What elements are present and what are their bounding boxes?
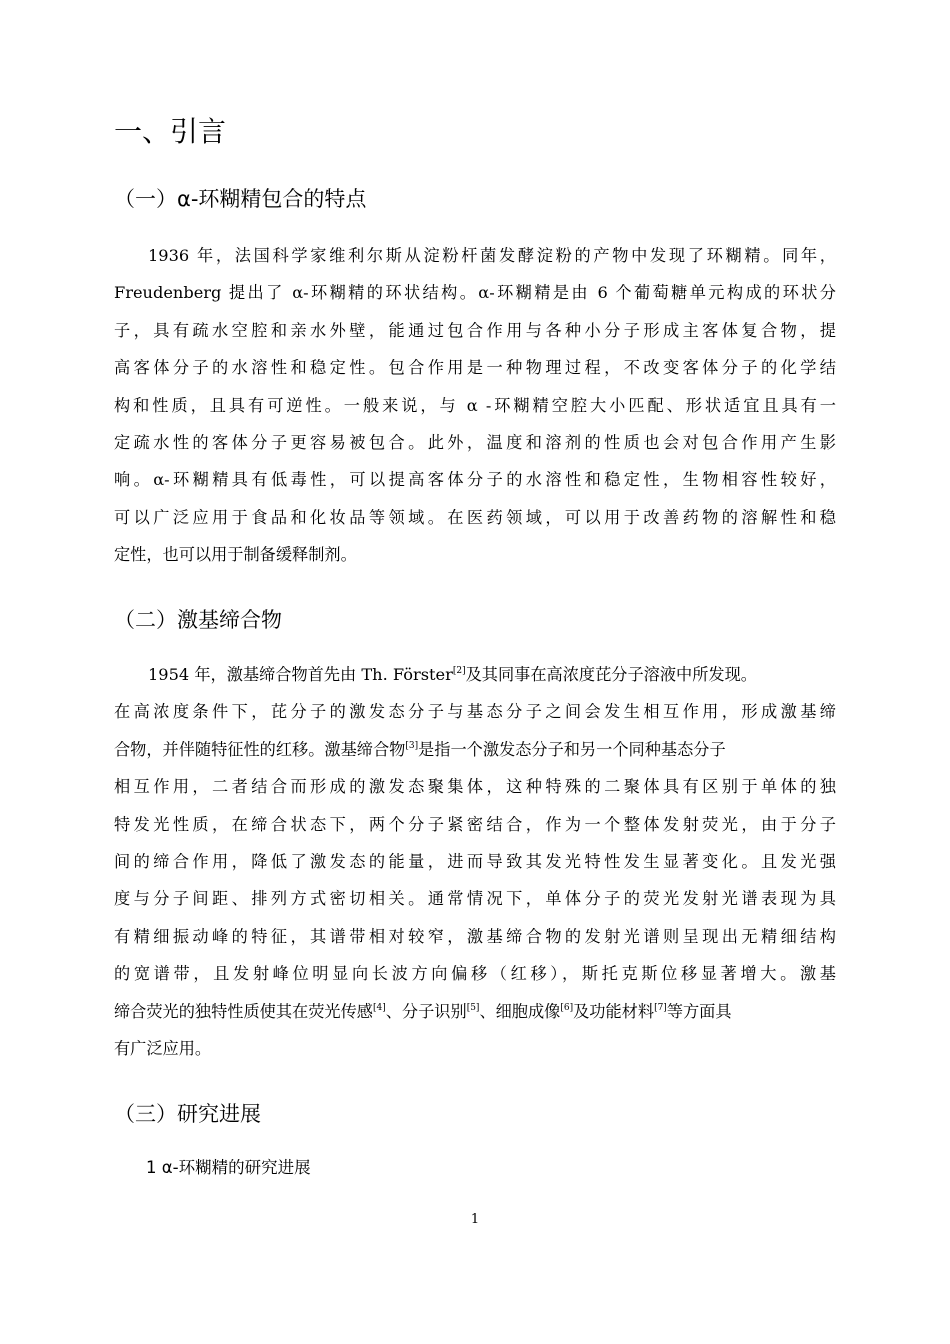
text-run: 等方面具 (666, 1001, 732, 1021)
paragraph-line: 1936 年，法国科学家维利尔斯从淀粉杆菌发酵淀粉的产物中发现了环糊精。同年， (148, 246, 836, 265)
section-heading-1: （一）α-环糊精包合的特点 (114, 187, 367, 211)
paragraph-line: 间的缔合作用，降低了激发态的能量，进而导致其发光特性发生显著变化。且发光强 (114, 851, 836, 871)
citation-ref: [6] (560, 1002, 574, 1013)
paragraph-line: 高客体分子的水溶性和稳定性。包合作用是一种物理过程，不改变客体分子的化学结 (114, 358, 836, 378)
paragraph-line: 相互作用，二者结合而形成的激发态聚集体，这种特殊的二聚体具有区别于单体的独 (114, 777, 836, 797)
paragraph-line: 可以广泛应用于食品和化妆品等领域。在医药领域，可以用于改善药物的溶解性和稳 (114, 507, 836, 527)
citation-ref: [5] (466, 1002, 480, 1013)
paragraph-line: 定性，也可以用于制备缓释制剂。 (114, 545, 357, 565)
paragraph-line (114, 656, 836, 693)
section-heading-3: （三）研究进展 (114, 1102, 261, 1126)
section-heading-2: （二）激基缔合物 (114, 608, 282, 632)
paragraph-line: 定疏水性的客体分子更容易被包合。此外，温度和溶剂的性质也会对包合作用产生影 (114, 432, 836, 452)
text-run: 缔合荧光的独特性质使其在荧光传感 (114, 1001, 373, 1021)
text-run: 及其同事在高浓度芘分子溶液中所发现。 (465, 665, 757, 684)
citation-ref: [4] (373, 1002, 386, 1013)
paragraph-line (114, 731, 836, 768)
subsection-heading: 1 α-环糊精的研究进展 (146, 1158, 311, 1177)
paragraph-line (114, 993, 836, 1030)
paragraph-line: 构和性质，且具有可逆性。一般来说，与 α -环糊精空腔大小匹配、形状适宜且具有一 (114, 395, 836, 415)
citation-ref: [3] (405, 740, 419, 751)
paragraph-line: 的宽谱带，且发射峰位明显向长波方向偏移（红移），斯托克斯位移显著增大。激基 (114, 964, 836, 984)
paragraph-line: 有广泛应用。 (114, 1038, 212, 1058)
paragraph-line: 度与分子间距、排列方式密切相关。通常情况下，单体分子的荧光发射光谱表现为具 (114, 889, 836, 909)
paragraph-line: 响。α-环糊精具有低毒性，可以提高客体分子的水溶性和稳定性，生物相容性较好， (114, 470, 836, 490)
text-run: 及功能材料 (573, 1001, 655, 1021)
paragraph-line: 在高浓度条件下，芘分子的激发态分子与基态分子之间会发生相互作用，形成激基缔 (114, 702, 836, 722)
paragraph-excimer (114, 656, 836, 1067)
text-run: 、细胞成像 (479, 1001, 561, 1021)
paragraph-line: 有精细振动峰的特征，其谱带相对较窄，激基缔合物的发射光谱则呈现出无精细结构 (114, 926, 836, 946)
text-run: 合物，并伴随特征性的红移。激基缔合物 (114, 739, 406, 759)
paragraph-line: Freudenberg 提出了 α-环糊精的环状结构。α-环糊精是由 6 个葡萄糖单元构成的环状分 (114, 283, 836, 303)
paragraph-line: 子，具有疏水空腔和亲水外壁，能通过包合作用与各种小分子形成主客体复合物，提 (114, 320, 836, 340)
text-run: 、分子识别 (385, 1001, 467, 1021)
citation-ref: [2] (452, 666, 466, 676)
paragraph-line: 特发光性质，在缔合状态下，两个分子紧密结合，作为一个整体发射荧光，由于分子 (114, 814, 836, 834)
page-number: 1 (470, 1212, 480, 1227)
paragraph-alpha-cyclodextrin (114, 237, 836, 574)
text-run: 是指一个激发态分子和另一个同种基态分子 (418, 739, 726, 759)
chapter-heading: 一、引言 (114, 115, 227, 148)
citation-ref: [7] (654, 1002, 667, 1013)
text-run: 1954 年，激基缔合物首先由 Th. Förster (148, 665, 453, 684)
